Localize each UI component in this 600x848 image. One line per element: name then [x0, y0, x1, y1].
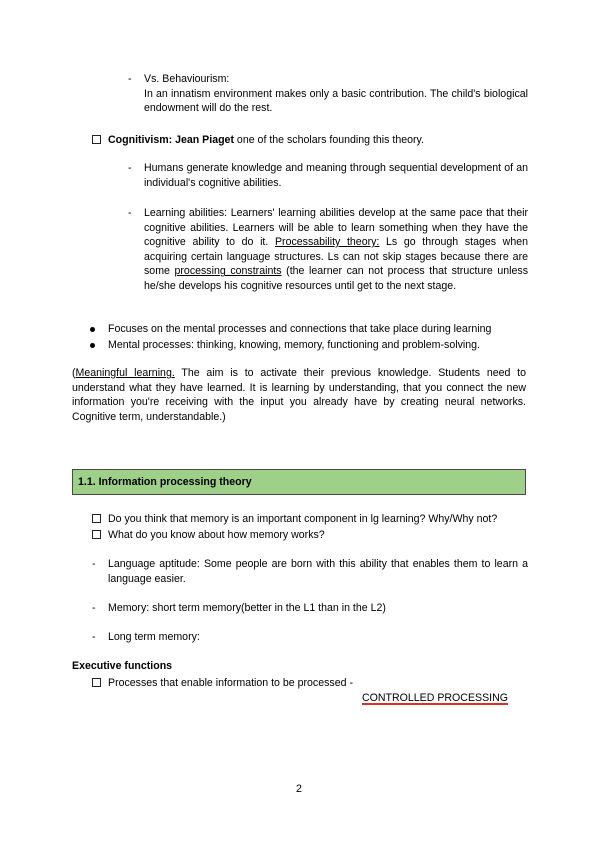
vs-behaviourism-item: [128, 72, 528, 116]
humans-generate-item: [128, 161, 528, 190]
executive-functions-heading: Executive functions: [72, 660, 173, 672]
bullet-icon: [90, 343, 95, 348]
learning-abilities-item: [128, 206, 528, 294]
dash-marker: -: [128, 73, 132, 85]
memory-text: Memory: short term memory(better in the L1 than in the L2): [108, 602, 386, 614]
page-number: 2: [296, 783, 302, 795]
meaningful-learning-paragraph: (Meaningful learning. The aim is to activate their previous knowledge. Students need to understand what they have learned. It is learning by understanding, that you connect the new information you're receiving with the input you already have by creating neural networks. Cognitive term, understandable.): [72, 367, 527, 423]
checkbox-icon[interactable]: [92, 135, 101, 144]
learning-abilities-text: Learning abilities: Learners' learning abilities develop at the same pace that their cognitive abilities. Learners will be able to learn something when they have the cognitive ability to do it. Processability theory: Ls go through stages when acquiring certain language structures. Ls can not skip stages because there are some processing constraints (the learner can not process that structure unless he/she develops his cognitive resources until get to the next stage.: [144, 207, 529, 292]
processability-theory-link: Processability theory:: [274, 236, 380, 249]
executive-item-text: Processes that enable information to be processed -: [108, 677, 353, 689]
checkbox-icon[interactable]: [92, 530, 101, 539]
cognitivism-title: Cognitivism: Jean Piaget: [108, 134, 234, 146]
cognitivism-text: one of the scholars founding this theory.: [233, 134, 425, 146]
dash-marker: -: [92, 631, 96, 643]
bullet-item: [90, 322, 530, 337]
dash-marker: -: [128, 162, 132, 174]
vs-behaviourism-label: Vs. Behaviourism:: [144, 73, 230, 85]
bullet-text: Focuses on the mental processes and connections that take place during learning: [108, 323, 492, 335]
checkbox-icon[interactable]: [92, 678, 101, 687]
question-item: [92, 528, 532, 543]
long-term-memory-item: [92, 630, 528, 645]
language-aptitude-item: [92, 557, 528, 586]
bullet-item: [90, 338, 530, 353]
controlled-processing-text: CONTROLLED PROCESSING: [362, 692, 508, 704]
section-heading-box: [72, 469, 526, 495]
processing-constraints-link: processing constraints: [174, 265, 282, 278]
vs-behaviourism-text: In an innatism environment makes only a basic contribution. The child's biological endowment will do the rest.: [144, 87, 528, 115]
meaningful-learning-link: Meaningful learning.: [75, 367, 175, 379]
language-aptitude-text: Language aptitude: Some people are born with this ability that enables them to learn a language easier.: [108, 558, 528, 585]
question-text: What do you know about how memory works?: [108, 529, 325, 541]
checkbox-icon[interactable]: [92, 514, 101, 523]
dash-marker: -: [92, 558, 96, 570]
executive-item: [92, 676, 532, 691]
question-text: Do you think that memory is an important component in lg learning? Why/Why not?: [108, 513, 498, 525]
dash-marker: -: [92, 602, 96, 614]
humans-generate-text: Humans generate knowledge and meaning through sequential development of an individual's cognitive abilities.: [144, 162, 528, 189]
bullet-icon: [90, 327, 95, 332]
question-item: [92, 512, 532, 527]
long-term-memory-text: Long term memory:: [108, 631, 200, 643]
memory-item: [92, 601, 528, 616]
bullet-text: Mental processes: thinking, knowing, memory, functioning and problem-solving.: [108, 339, 480, 351]
cognitivism-item: [92, 133, 532, 148]
section-heading: 1.1. Information processing theory: [78, 476, 252, 488]
dash-marker: -: [128, 207, 132, 219]
